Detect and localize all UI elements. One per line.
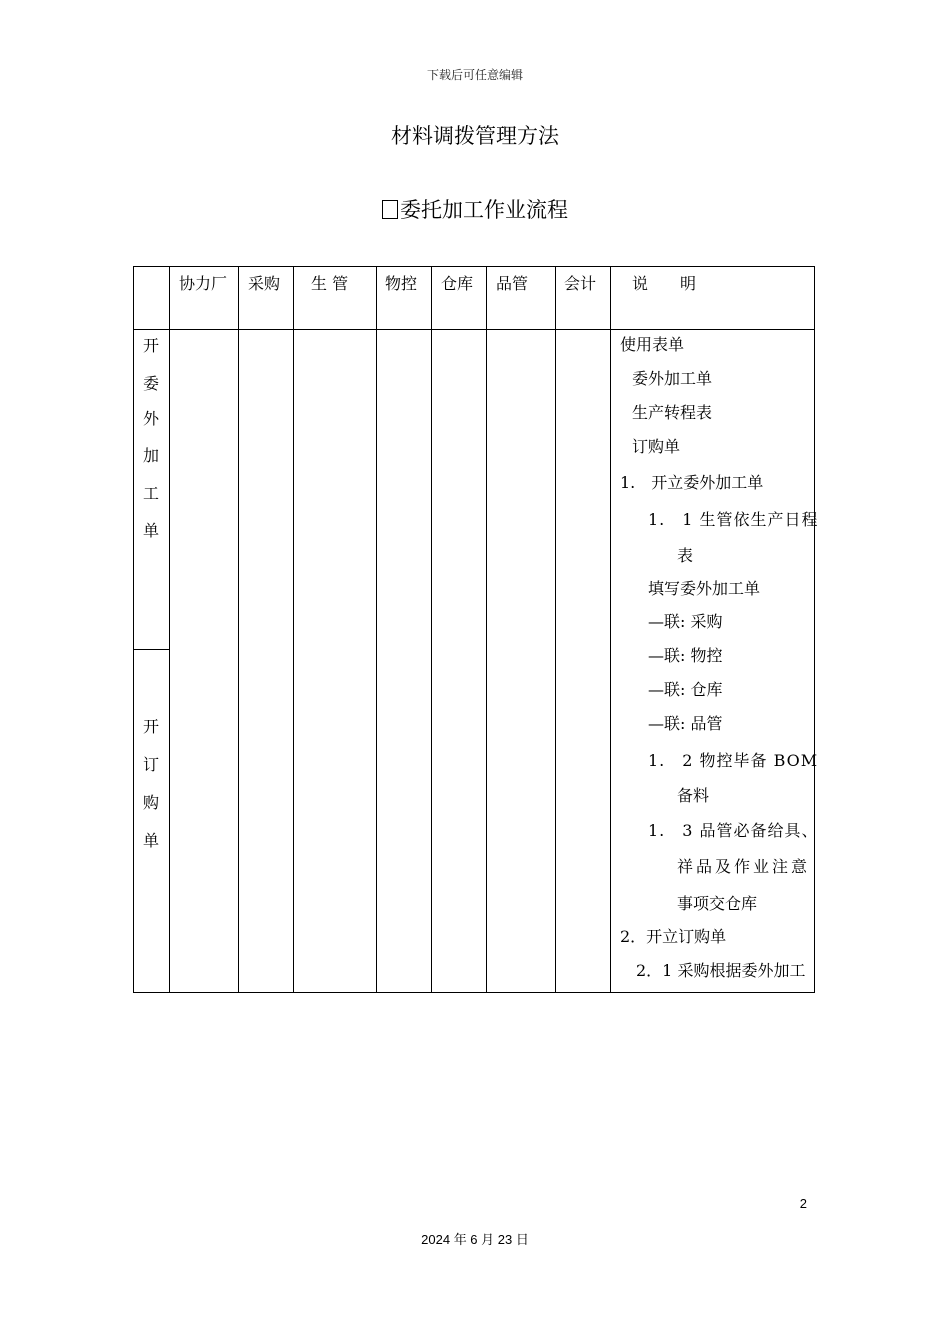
desc-line: 使用表单 bbox=[620, 335, 685, 354]
col-header-supplier: 协力厂 bbox=[179, 274, 228, 293]
grid-line bbox=[169, 267, 170, 992]
row-label-char: 外 bbox=[142, 409, 159, 428]
desc-line: 2．1 采购根据委外加工 bbox=[636, 961, 806, 980]
grid-line bbox=[238, 267, 239, 992]
desc-line: 1. 开立委外加工单 bbox=[620, 473, 764, 492]
desc-line: —联: 物控 bbox=[648, 646, 723, 665]
col-header-quality: 品管 bbox=[496, 274, 529, 293]
row-label-purchase-order bbox=[134, 714, 168, 866]
col-header-production-control: 生 管 bbox=[311, 274, 349, 293]
grid-line bbox=[431, 267, 432, 992]
desc-line: 祥品及作业注意 bbox=[677, 857, 811, 876]
desc-line: 备料 bbox=[677, 786, 710, 805]
row-label-char: 加 bbox=[142, 446, 159, 465]
desc-line: —联: 品管 bbox=[648, 714, 723, 733]
desc-line: 订购单 bbox=[632, 437, 681, 456]
desc-line: 1. 1 生管依生产日程 bbox=[648, 510, 819, 529]
desc-line: 1. 3 品管必备给具、 bbox=[648, 821, 819, 840]
col-header-material-control: 物控 bbox=[385, 274, 418, 293]
desc-line: 1. 2 物控毕备 BOM bbox=[648, 751, 819, 770]
col-header-description: 说 明 bbox=[632, 274, 697, 293]
col-header-warehouse: 仓库 bbox=[441, 274, 474, 293]
row-label-char: 订 bbox=[142, 755, 159, 774]
col-header-purchasing: 采购 bbox=[248, 274, 281, 293]
row-label-char: 工 bbox=[142, 484, 159, 503]
row-label-char: 单 bbox=[142, 521, 159, 540]
desc-line: 委外加工单 bbox=[632, 369, 713, 388]
grid-line bbox=[293, 267, 294, 992]
checkbox-glyph-icon bbox=[382, 200, 398, 219]
subtitle-text: 委托加工作业流程 bbox=[400, 198, 568, 222]
row-label-char: 单 bbox=[142, 831, 159, 850]
document-subtitle bbox=[0, 194, 950, 224]
footer-date: 2024 年 6 月 23 日 bbox=[421, 1232, 529, 1247]
desc-line: 2．开立订购单 bbox=[620, 927, 727, 946]
row-label-char: 委 bbox=[142, 374, 159, 393]
grid-line bbox=[610, 267, 611, 992]
row-divider bbox=[134, 649, 169, 650]
page-number: 2 bbox=[799, 1196, 807, 1211]
grid-line bbox=[376, 267, 377, 992]
desc-line: —联: 仓库 bbox=[648, 680, 723, 699]
row-label-outsource-order bbox=[134, 333, 168, 555]
desc-line: 生产转程表 bbox=[632, 403, 713, 422]
document-title: 材料调拨管理方法 bbox=[391, 124, 559, 148]
row-label-char: 开 bbox=[142, 336, 159, 355]
header-divider bbox=[134, 329, 814, 330]
header-note: 下载后可任意编辑 bbox=[426, 68, 523, 82]
desc-line: 表 bbox=[677, 546, 694, 565]
col-header-accounting: 会计 bbox=[564, 274, 597, 293]
grid-line bbox=[555, 267, 556, 992]
desc-line: 填写委外加工单 bbox=[648, 579, 761, 598]
row-label-char: 购 bbox=[142, 793, 159, 812]
grid-line bbox=[486, 267, 487, 992]
desc-line: —联: 采购 bbox=[648, 612, 723, 631]
row-label-char: 开 bbox=[142, 717, 159, 736]
desc-line: 事项交仓库 bbox=[677, 894, 758, 913]
